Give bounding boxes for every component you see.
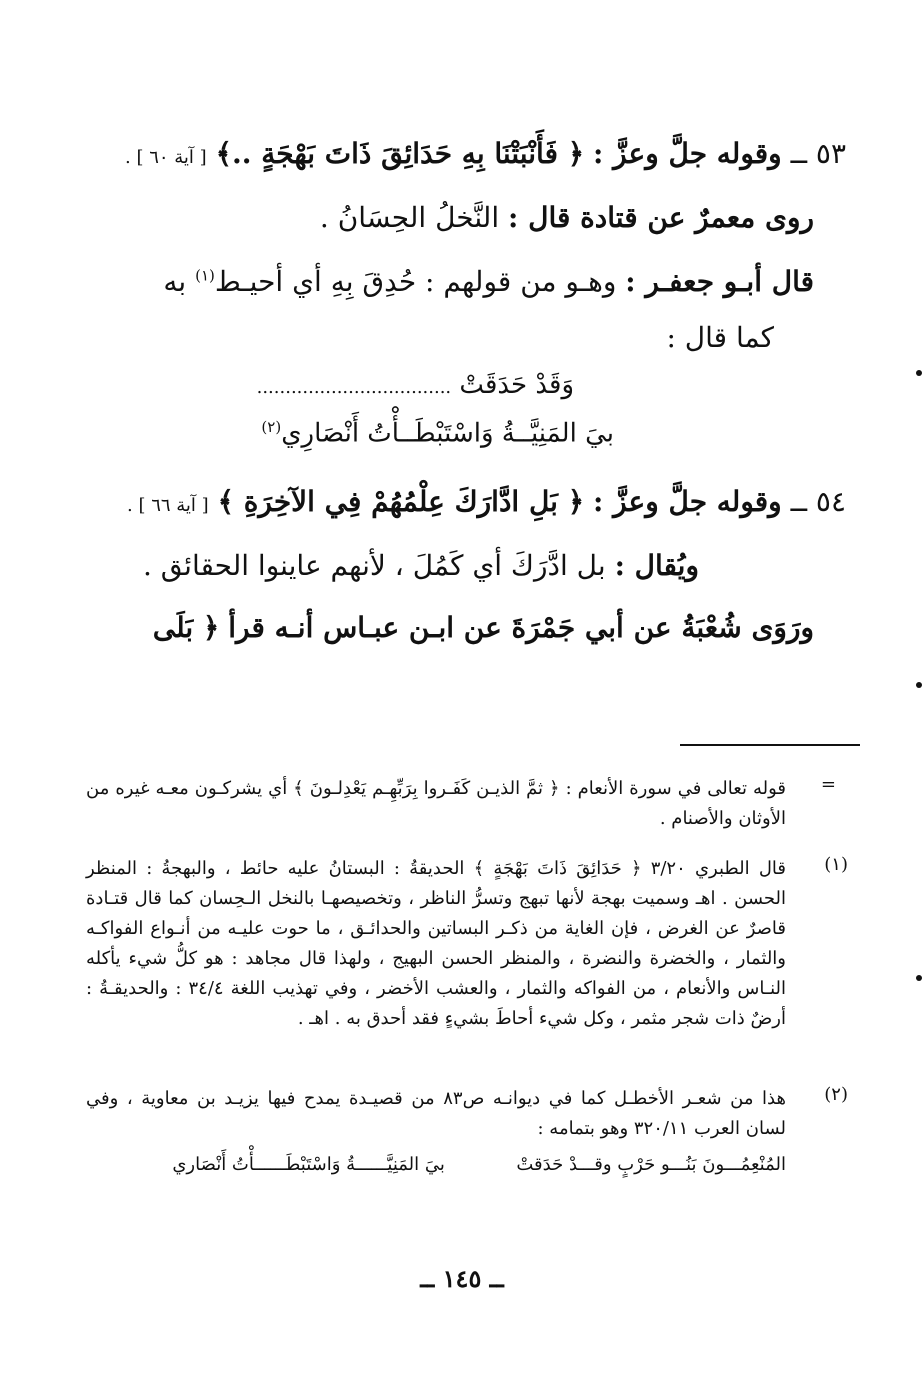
footnote-2-verse [86,1150,786,1180]
poem-dots: .................................. [256,377,452,398]
yuqal-line [143,549,699,582]
scan-mark [916,682,922,688]
quran-quote: ﴿ بَلَى [152,611,220,644]
footnote-1: قال الطبري ٣/٢٠ ﴿ حَدَائِقَ ذَاتَ بَهْجَةٍ ﴾ الحديقةُ : البستانُ عليه حائط ، والبهجةُ : المنظر الحسن . اهـ وسميت بهجة لأنها تبهج وتسرُّ الناظر ، وتخصيصهـا بالنخل الـحِسان كما قال قتـادة قاصرٌ عن الغرض ، فإن الغاية من ذكـر البساتين والحدائـق ، ما حوت عليـه من أنـواع الفواكـه والثمار ، والخضرة والنضرة ، والمنظر الحسن البهيج ، ولهذا قال مجاهد : هو كلُّ شيء يأكله النـاس والأنعام ، من الفواكه والثمار ، والعشب الأخضر ، وفي تهذيب اللغة ٣٤/٤ : والحديقـةُ : أرضٌ ذات شجر مثمر ، وكل شيء أحاطَ بشيءٍ فقد أحدق به . اهـ . [86,858,786,1029]
entry-lead: وقوله جلَّ وعزَّ : [593,485,782,518]
footnote-1-mark: (١) [824,854,848,875]
narration-line [319,201,814,234]
footnote-ref-1: (١) [195,266,215,285]
footnote-2-verse-second: بيَ المَنِيَّــــــةُ وَاسْتَبْطَــــــأْتُ أَنْصَاري [172,1154,445,1175]
verse-54-line [127,485,846,518]
footnote-2-mark: (٢) [824,1084,848,1105]
poem-first-text: وَقَدْ حَدَقَتْ [459,370,574,400]
entry-lead: وقوله جلَّ وعزَّ : [593,137,782,170]
shuba-line [152,611,814,644]
quran-quote: ﴿ فَأَنْبَتْنَا بِهِ حَدَائِقَ ذَاتَ بَهْجَةٍ ..﴾ [215,137,585,170]
footnote-ref-2: (٢) [261,418,282,436]
footnote-continuation: قوله تعالى في سورة الأنعام : ﴿ ثمَّ الذيـن كَفَـروا بِرَبِّهِـم يَعْدِلـونَ ﴾ أي يشركـون معـه غيره من الأوثان والأصنام . [86,778,786,829]
commentary-text: وهـو من قولهم : حُدِقَ بِهِ أي أحيـط [214,265,617,298]
footnote-2: هذا من شعـر الأخطـل كما في ديوانـه ص٨٣ من قصيـدة يمدح فيها يزيـد بن معاوية ، وفي لسان العرب ٣٢٠/١١ وهو بتمامه : [86,1088,787,1139]
footnote-2-verse-first: المُنْعِمُـــونَ بَنُـــو حَرْبٍ وقـــدْ حَدَقتْ [516,1154,786,1175]
narration-text: النَّخلُ الحِسَانُ . [319,201,500,234]
yuqal-lead: ويُقال : [614,549,699,582]
poem-second-text: بيَ المَنِيَّــةُ وَاسْتَبْطَــأْتُ أَنْصَارِي [281,418,614,449]
narration-lead: روى معمرٌ عن قتادة قال : [508,201,814,234]
poem-first-hemistich [257,370,574,400]
poem-second-hemistich [261,418,614,449]
aya-reference: [ آية ٦٠ ] . [125,147,207,168]
commentary-lead: قال أبـو جعفـر : [625,265,814,298]
yuqal-text: بل ادَّرَكَ أي كَمُلَ ، لأنهم عاينوا الحقائق . [143,549,606,582]
aya-reference: [ آية ٦٦ ] . [127,495,209,516]
footnote-continuation-mark: = [820,774,836,795]
entry-number: ٥٤ ــ [790,485,846,518]
commentary-tail: به [163,265,187,298]
commentary-line [163,265,814,298]
quran-quote: ﴿ بَلِ ادَّارَكَ عِلْمُهُمْ فِي الآخِرَةِ ﴾ [217,485,585,518]
scan-mark [916,975,922,981]
kama-qal-line [666,321,774,354]
scan-mark [916,370,922,376]
page-number: ــ ١٤٥ ــ [420,1264,504,1293]
shuba-text: ورَوَى شُعْبَةُ عن أبي جَمْرَةَ عن ابـن عبـاس أنـه قرأ [228,611,814,644]
entry-number: ٥٣ ــ [790,137,846,170]
footnote-separator [680,744,860,746]
verse-53-line [125,137,846,170]
kama-qal-text: كما قال : [666,321,774,354]
